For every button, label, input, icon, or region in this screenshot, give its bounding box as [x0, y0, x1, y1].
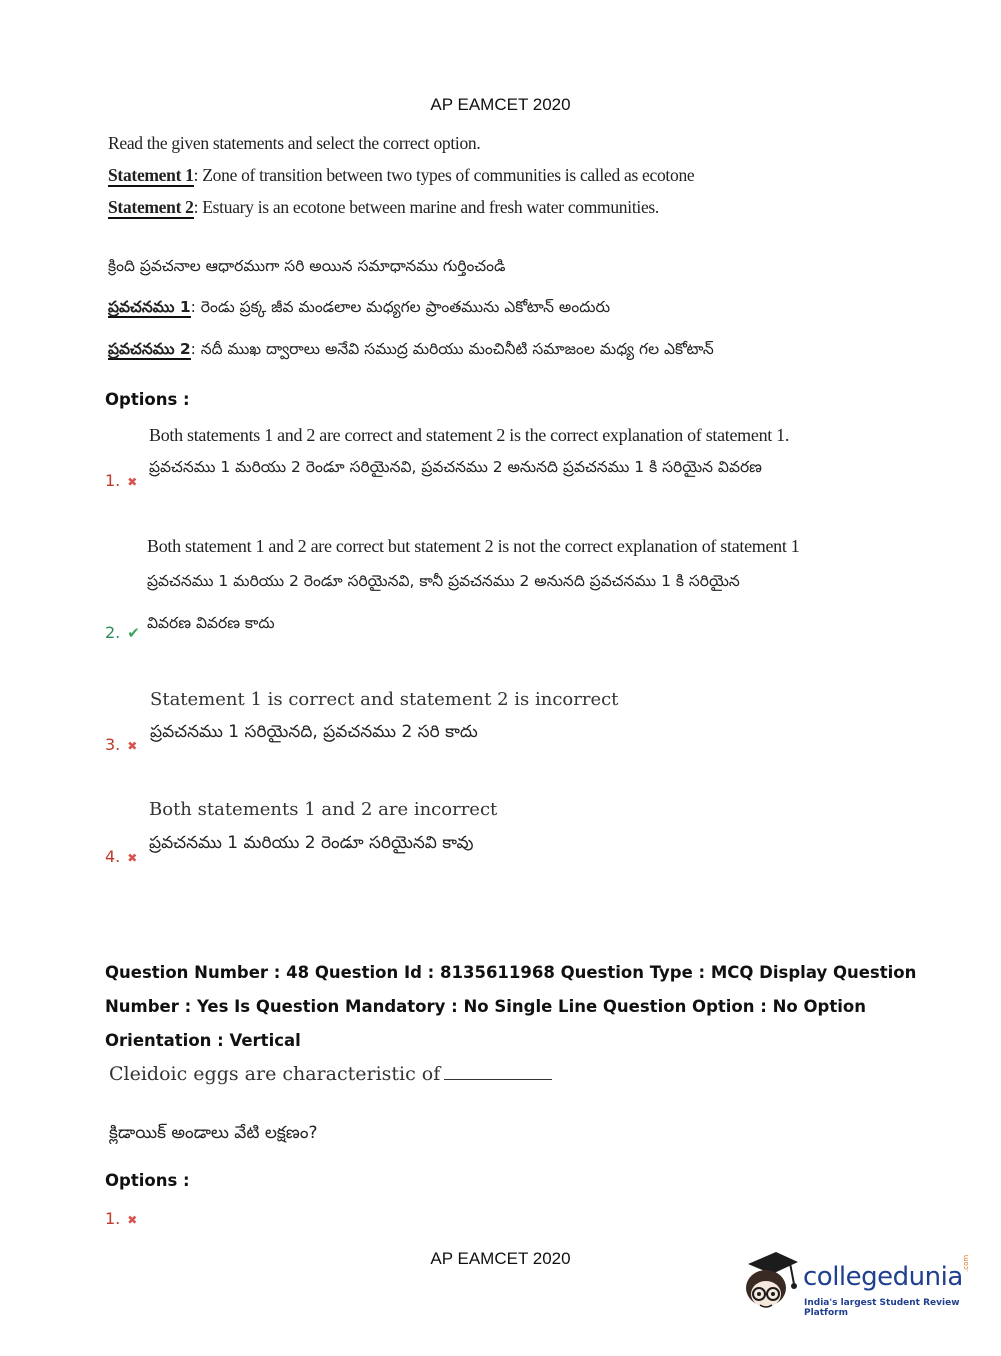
telugu-statement-2-label: ప్రవచనము 2 — [108, 340, 191, 358]
question-48-meta-line-1: Question Number : 48 Question Id : 8135611968 Question Type : MCQ Display Question — [105, 963, 917, 982]
question-48-options-label: Options : — [105, 1171, 190, 1190]
options-label: Options : — [105, 390, 190, 409]
option-2-telugu: ప్రవచనము 1 మరియు 2 రెండూ సరియైనవి, కానీ ప్రవచనము 2 అనునది ప్రవచనము 1 కి సరియైన — [147, 572, 740, 590]
option-2-number: 2. — [105, 623, 121, 642]
question-48-telugu: క్లిడాయిక్ అండాలు వేటి లక్షణం? — [109, 1123, 318, 1143]
wrong-icon: ✖ — [127, 1213, 138, 1227]
page-footer: AP EAMCET 2020 — [430, 1249, 571, 1268]
option-4-number: 4. — [105, 847, 121, 866]
statement-2-label: Statement 2 — [108, 197, 194, 217]
option-1-marker — [105, 471, 137, 490]
telugu-statement-1-label: ప్రవచనము 1 — [108, 298, 191, 316]
wrong-icon: ✖ — [127, 739, 138, 753]
option-2-telugu-line2: వివరణ వివరణ కాదు — [147, 614, 275, 632]
option-4-english: Both statements 1 and 2 are incorrect — [149, 799, 498, 820]
statement-1-text: : Zone of transition between two types of communities is called as ecotone — [193, 165, 695, 185]
option-3-marker — [105, 735, 137, 754]
answer-blank — [444, 1078, 552, 1080]
option-3-english: Statement 1 is correct and statement 2 is incorrect — [150, 689, 619, 710]
option-3-telugu: ప్రవచనము 1 సరియైనది, ప్రవచనము 2 సరి కాదు — [150, 722, 478, 742]
question-48-meta-line-3: Orientation : Vertical — [105, 1031, 301, 1050]
wrong-icon: ✖ — [127, 851, 138, 865]
option-1-english: Both statements 1 and 2 are correct and statement 2 is the correct explanation of statement 1. — [149, 425, 790, 445]
statement-1 — [108, 165, 694, 186]
question-48-option-1-marker — [105, 1209, 137, 1228]
statement-2 — [108, 197, 659, 218]
option-1-telugu: ప్రవచనము 1 మరియు 2 రెండూ సరియైనవి, ప్రవచనము 2 అనునది ప్రవచనము 1 కి సరియైన వివరణ — [149, 458, 762, 476]
question-48-english — [109, 1063, 552, 1085]
collegedunia-mascot-icon — [742, 1248, 800, 1318]
collegedunia-logo-suffix: .com — [962, 1254, 970, 1272]
instruction-text: Read the given statements and select the correct option. — [108, 133, 481, 153]
telugu-statement-2 — [108, 340, 714, 362]
telugu-statement-2-text: : నదీ ముఖ ద్వారాలు అనేవి సముద్ర మరియు మంచినీటి సమాజంల మధ్య గల ఎకోటాన్ — [190, 340, 714, 358]
wrong-icon: ✖ — [127, 475, 138, 489]
question-48-meta-line-2: Number : Yes Is Question Mandatory : No Single Line Question Option : No Option — [105, 997, 866, 1016]
statement-1-label: Statement 1 — [108, 165, 194, 185]
option-3-number: 3. — [105, 735, 121, 754]
page-header: AP EAMCET 2020 — [430, 95, 571, 114]
collegedunia-logo-text: collegedunia — [803, 1262, 963, 1292]
telugu-instruction: క్రింది ప్రవచనాల ఆధారముగా సరి అయిన సమాధానము గుర్తించండి — [108, 257, 506, 275]
option-1-number: 1. — [105, 471, 121, 490]
option-2-english: Both statement 1 and 2 are correct but statement 2 is not the correct explanation of statement 1 — [147, 536, 800, 556]
telugu-statement-1-text: : రెండు ప్రక్క జీవ మండలాల మధ్యగల ప్రాంతమును ఎకోటాన్ అందురు — [190, 298, 611, 316]
statement-2-text: : Estuary is an ecotone between marine and fresh water communities. — [193, 197, 659, 217]
option-2-marker — [105, 623, 140, 642]
check-icon: ✔ — [127, 624, 140, 642]
question-48-english-text: Cleidoic eggs are characteristic of — [109, 1063, 441, 1085]
option-4-telugu: ప్రవచనము 1 మరియు 2 రెండూ సరియైనవి కావు — [149, 833, 474, 853]
collegedunia-tagline: India's largest Student Review Platform — [804, 1298, 960, 1318]
question-48-option-1-number: 1. — [105, 1209, 121, 1228]
option-4-marker — [105, 847, 137, 866]
telugu-statement-1 — [108, 298, 610, 320]
